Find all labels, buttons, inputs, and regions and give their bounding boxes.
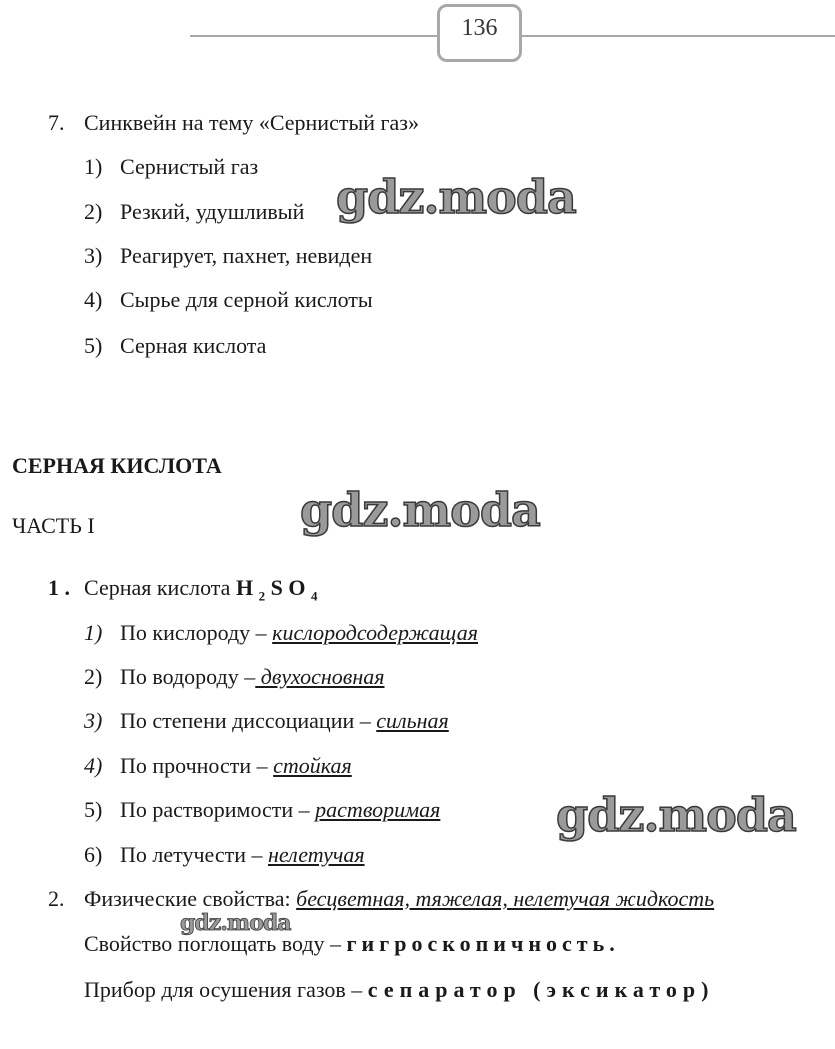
list-label: По кислороду – [120, 620, 267, 645]
page-number: 136 [461, 15, 498, 41]
answer-text: гигроскопичность. [346, 931, 620, 956]
list-label: По водороду – [120, 664, 256, 689]
task2-answer: бесцветная, тяжелая, нелетучая жидкость [296, 886, 715, 911]
answer-text: нелетучая [267, 842, 365, 867]
list-text: Реагирует, пахнет, невиден [120, 243, 373, 268]
list-number: 1) [84, 154, 103, 179]
task1-line-1 [84, 620, 478, 646]
list-number: 2) [84, 664, 103, 689]
answer-text: растворимая [315, 797, 441, 822]
watermark-logo: gdz.moda [556, 788, 796, 842]
sinkvein-line-5 [84, 333, 266, 359]
task1-line-3 [84, 708, 449, 734]
task2-number: 2. [48, 886, 65, 911]
header-rule-left [190, 35, 437, 37]
sinkvein-number: 7. [48, 110, 65, 135]
list-label: По растворимости – [120, 797, 310, 822]
sinkvein-line-1 [84, 154, 258, 180]
sinkvein-title: Синквейн на тему «Сернистый газ» [84, 110, 419, 135]
list-number: 4) [84, 753, 103, 778]
line-label: Свойство поглощать воду – [84, 931, 342, 956]
task2-line-3 [84, 977, 714, 1003]
list-number: 1) [84, 620, 103, 645]
list-number: 3) [84, 708, 103, 733]
task2-line-2 [84, 931, 620, 957]
watermark-logo: gdz.moda [300, 483, 540, 537]
sinkvein-heading [48, 110, 419, 136]
list-label: По прочности – [120, 753, 268, 778]
list-number: 2) [84, 199, 103, 224]
list-number: 4) [84, 287, 103, 312]
task2-label: Физические свойства: [84, 886, 291, 911]
answer-text: кислородсодержащая [272, 620, 479, 645]
answer-text: стойкая [273, 753, 352, 778]
list-text: Сернистый газ [120, 154, 259, 179]
list-number: 5) [84, 333, 103, 358]
sinkvein-line-3 [84, 243, 372, 269]
list-text: Серная кислота [120, 333, 267, 358]
task1-label: Серная кислота [84, 575, 231, 600]
list-number: 3) [84, 243, 103, 268]
page-number-box [437, 4, 522, 62]
answer-text: сильная [376, 708, 449, 733]
list-number: 5) [84, 797, 103, 822]
task2-heading [48, 886, 714, 912]
list-number: 6) [84, 842, 103, 867]
list-text: Резкий, удушливый [120, 199, 305, 224]
list-label: По летучести – [120, 842, 263, 867]
line-label: Прибор для осушения газов – [84, 977, 363, 1002]
part-title: ЧАСТЬ I [12, 513, 95, 538]
task1-line-2 [84, 664, 385, 690]
task1-line-5 [84, 797, 440, 823]
sinkvein-line-2 [84, 199, 304, 225]
watermark-logo: gdz.moda [180, 910, 291, 936]
header-rule-right [522, 35, 835, 37]
formula: H $_2$ S O $_4$ [235, 575, 318, 604]
section-title: СЕРНАЯ КИСЛОТА [12, 453, 222, 478]
list-text: Сырье для серной кислоты [120, 287, 373, 312]
task1-heading [48, 575, 317, 609]
task1-number: 1 . [48, 575, 70, 600]
list-label: По степени диссоциации – [120, 708, 371, 733]
answer-text: сепаратор (эксикатор) [367, 977, 715, 1002]
task1-line-4 [84, 753, 352, 779]
answer-text: двухосновная [255, 664, 385, 689]
task1-line-6 [84, 842, 365, 868]
watermark-logo: gdz.moda [336, 170, 576, 224]
sinkvein-line-4 [84, 287, 373, 313]
